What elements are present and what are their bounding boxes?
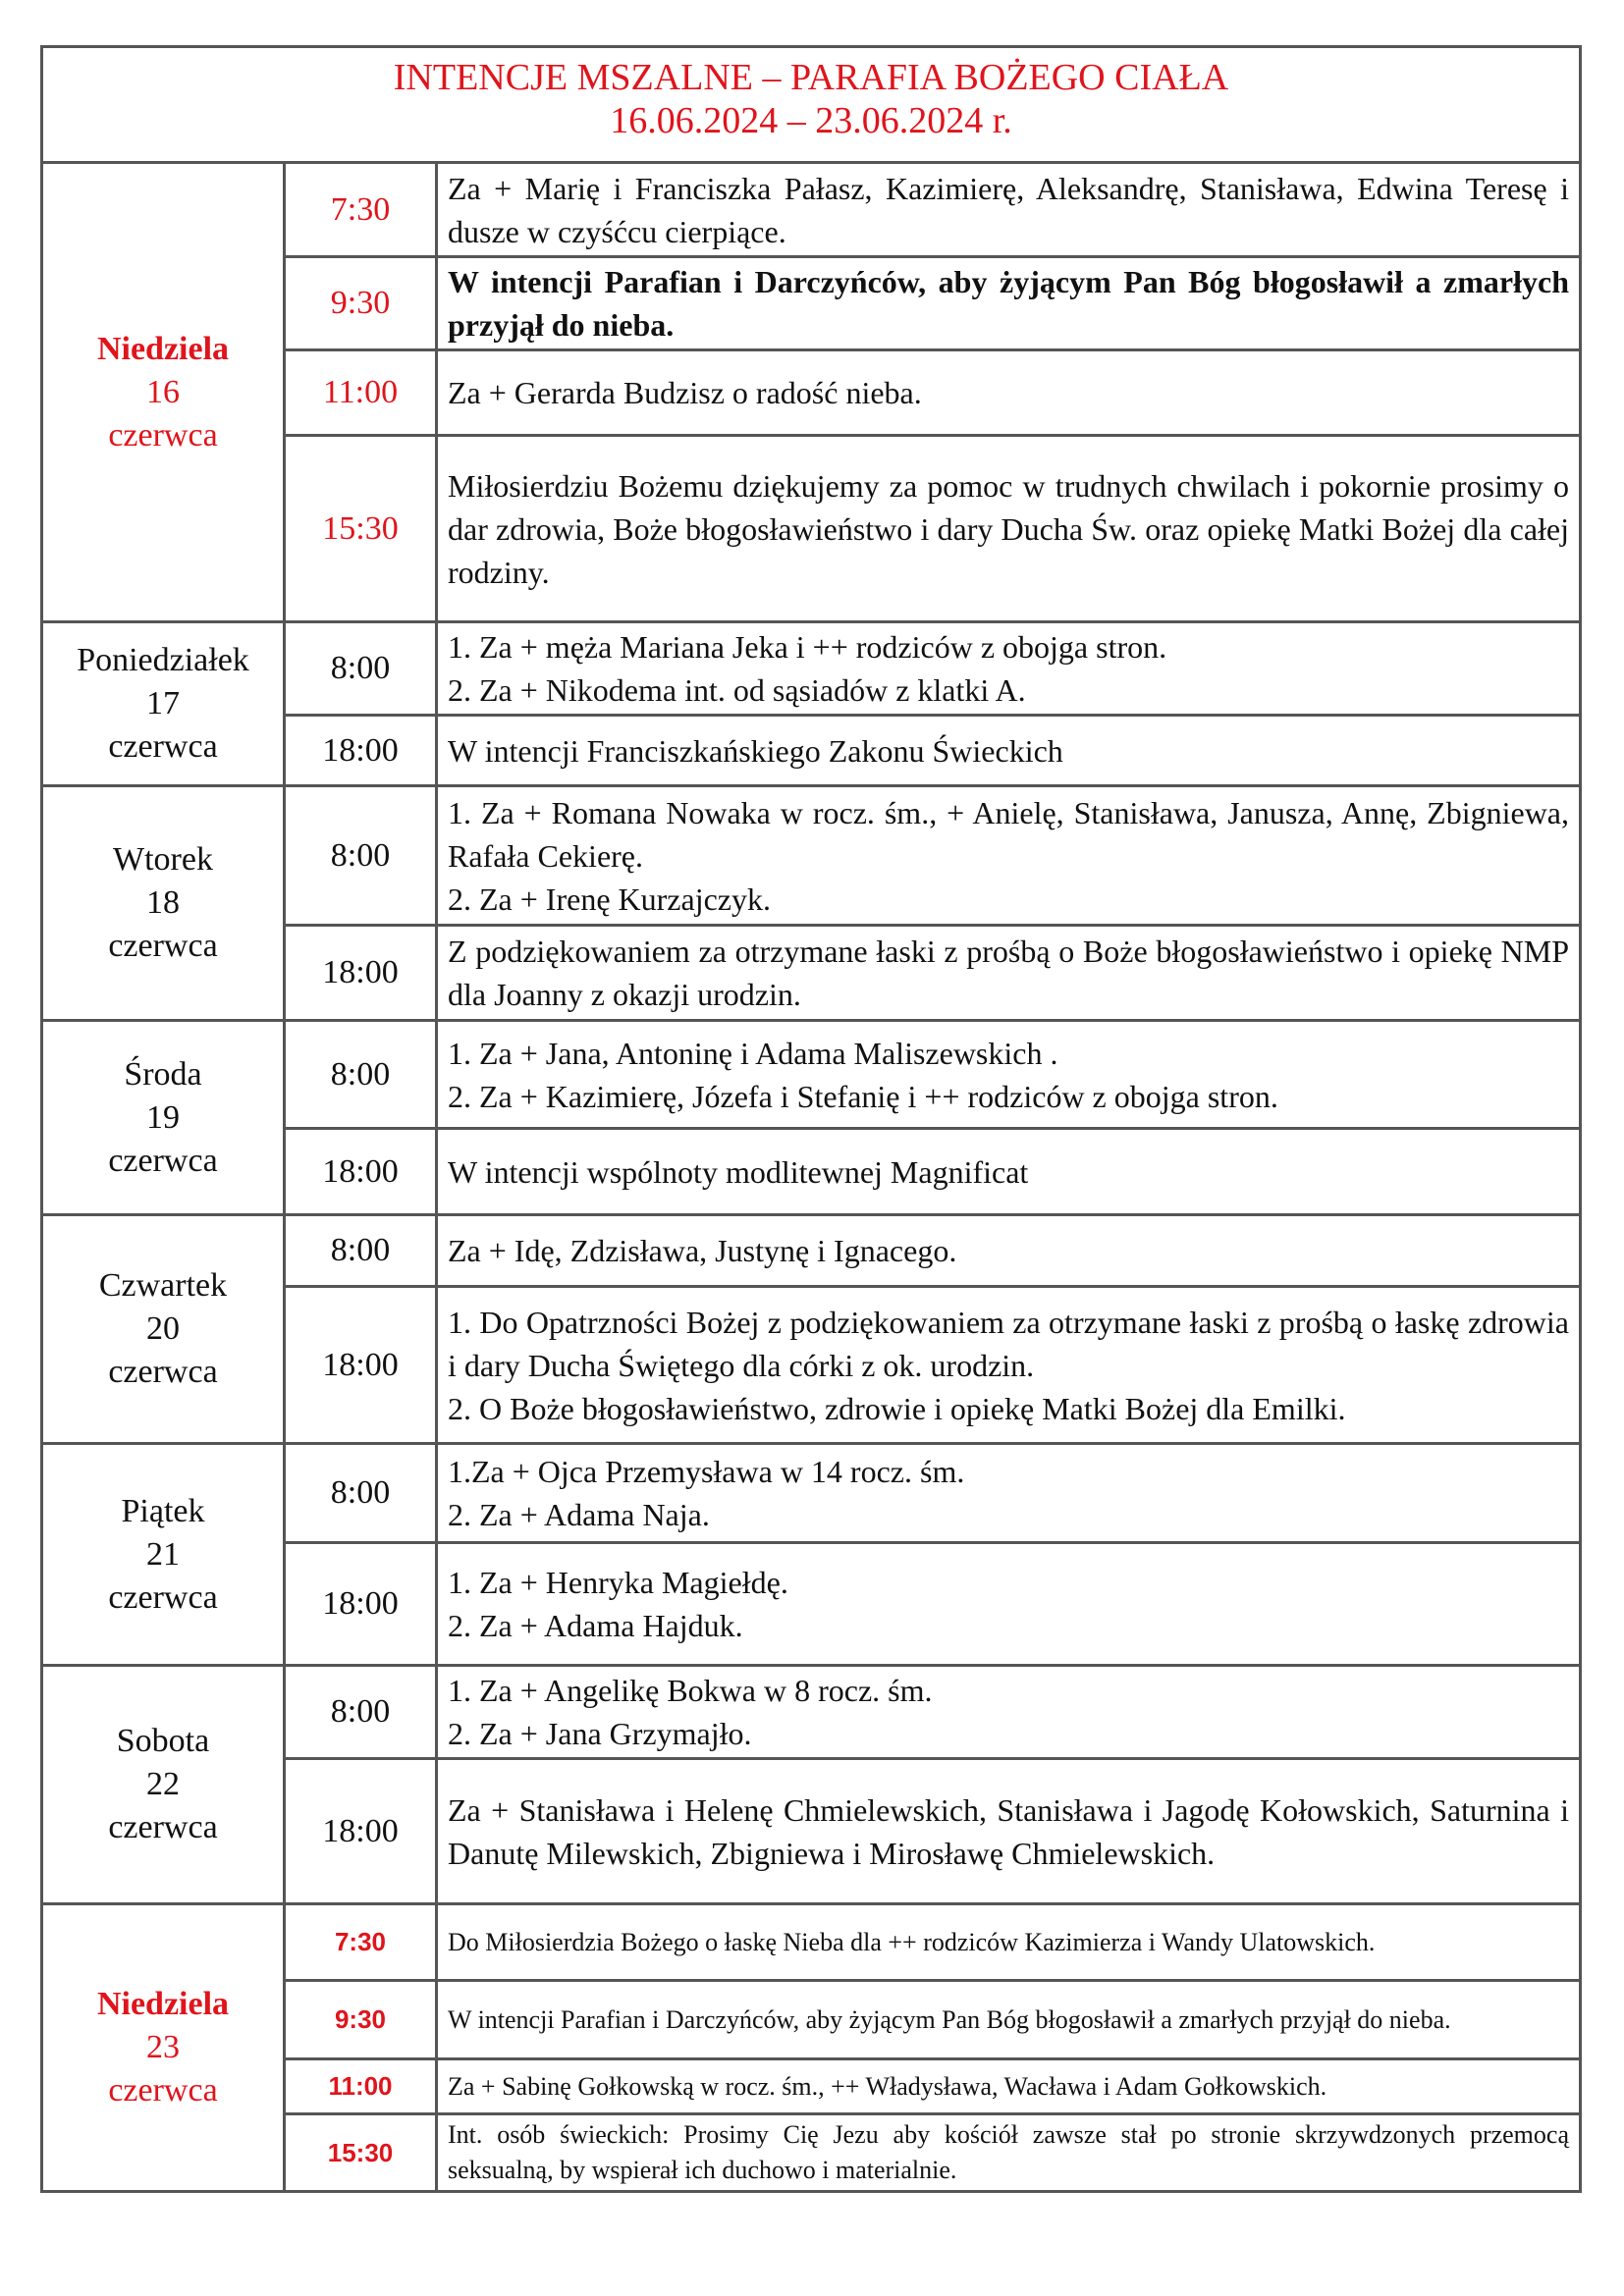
- intention-line: 1. Za + Romana Nowaka w rocz. śm., + Anielę, Stanisława, Janusza, Annę, Zbigniewa, Rafała Cekierę.: [448, 794, 1569, 874]
- mass-intention: [438, 1127, 1579, 1213]
- intention-line: Za + Marię i Franciszka Pałasz, Kazimierę, Aleksandrę, Stanisława, Edwina Teresę i dusze w czyśćcu cierpiące.: [448, 170, 1569, 249]
- intention-line: W intencji Parafian i Darczyńców, aby żyjącym Pan Bóg błogosławił a zmarłych przyjął do nieba.: [448, 264, 1569, 343]
- mass-schedule-table: [43, 164, 1579, 2190]
- mass-intention: [438, 1902, 1579, 1979]
- intention-line: 1. Za + Jana, Antoninę i Adama Maliszewskich .: [448, 1035, 1058, 1071]
- mass-time: 18:00: [286, 1541, 438, 1664]
- mass-row: [43, 1902, 1579, 1979]
- day-cell: [43, 784, 286, 1019]
- day-num: 22: [146, 1766, 180, 1802]
- mass-intention: [438, 1979, 1579, 2057]
- day-cell: [43, 620, 286, 784]
- intention-line: Za + Idę, Zdzisława, Justynę i Ignacego.: [448, 1233, 957, 1268]
- day-month: czerwca: [108, 416, 218, 454]
- mass-time: 11:00: [286, 348, 438, 434]
- intention-line: 2. Za + Kazimierę, Józefa i Stefanię i ++ rodziców z obojga stron.: [448, 1078, 1278, 1114]
- mass-row: [43, 784, 1579, 924]
- day-cell: [43, 1019, 286, 1213]
- mass-intention: [438, 714, 1579, 784]
- mass-intention: [438, 1019, 1579, 1127]
- intention-line: 2. Za + Jana Grzymajło.: [448, 1716, 752, 1751]
- mass-time: 18:00: [286, 1285, 438, 1442]
- day-num: 17: [146, 685, 180, 721]
- intention-line: Miłosierdziu Bożemu dziękujemy za pomoc w trudnych chwilach i pokornie prosimy o dar zdrowia, Boże błogosławieństwo i dary Ducha Św. oraz opiekę Matki Bożej dla całej rodziny.: [448, 467, 1569, 590]
- mass-intention: [438, 784, 1579, 924]
- day-name: Środa: [124, 1055, 202, 1093]
- day-name: Piątek: [121, 1492, 205, 1529]
- mass-time: 18:00: [286, 714, 438, 784]
- day-month: czerwca: [108, 928, 218, 964]
- intention-line: Int. osób świeckich: Prosimy Cię Jezu aby kościół zawsze stał po stronie skrzywdzonych przemocą seksualną, by wspierał ich duchowo i materialnie.: [448, 2120, 1569, 2184]
- mass-time: 15:30: [286, 434, 438, 620]
- mass-intention: [438, 1213, 1579, 1285]
- mass-row: [43, 620, 1579, 714]
- mass-intention: [438, 255, 1579, 348]
- intention-line: 1. Za + Angelikę Bokwa w 8 rocz. śm.: [448, 1673, 933, 1708]
- intention-line: W intencji Parafian i Darczyńców, aby żyjącym Pan Bóg błogosławił a zmarłych przyjął do nieba.: [448, 2004, 1451, 2034]
- mass-time: 8:00: [286, 1019, 438, 1127]
- intention-line: 1. Do Opatrzności Bożej z podziękowaniem za otrzymane łaski z prośbą o łaskę zdrowia i dary Ducha Świętego dla córki z ok. urodzin.: [448, 1304, 1569, 1383]
- day-num: 19: [146, 1098, 180, 1136]
- intention-line: Za + Stanisława i Helenę Chmielewskich, Stanisława i Jagodę Kołowskich, Saturnina i Danutę Milewskich, Zbigniewa i Mirosławę Chmielewskich.: [448, 1791, 1569, 1871]
- intention-line: 1. Za + Henryka Magiełdę.: [448, 1565, 788, 1600]
- mass-time: 18:00: [286, 1127, 438, 1213]
- mass-time: 11:00: [286, 2057, 438, 2112]
- mass-intention: [438, 2112, 1579, 2190]
- mass-time: 15:30: [286, 2112, 438, 2190]
- page-header: [43, 48, 1579, 164]
- mass-intention: [438, 1757, 1579, 1902]
- day-month: czerwca: [108, 1142, 218, 1179]
- mass-time: 8:00: [286, 1664, 438, 1757]
- day-name: Sobota: [116, 1723, 210, 1759]
- intention-line: 2. Za + Adama Naja.: [448, 1497, 710, 1532]
- mass-row: [43, 1442, 1579, 1541]
- intention-line: W intencji wspólnoty modlitewnej Magnificat: [448, 1153, 1029, 1190]
- day-name: Czwartek: [98, 1267, 228, 1304]
- mass-time: 9:30: [286, 255, 438, 348]
- day-month: czerwca: [108, 728, 218, 765]
- day-num: 18: [146, 884, 180, 921]
- mass-time: 8:00: [286, 1213, 438, 1285]
- mass-intention: [438, 1541, 1579, 1664]
- mass-time: 18:00: [286, 1757, 438, 1902]
- intention-line: 2. O Boże błogosławieństwo, zdrowie i opiekę Matki Bożej dla Emilki.: [448, 1390, 1346, 1426]
- day-num: 20: [146, 1310, 180, 1347]
- day-num: 16: [146, 373, 180, 410]
- mass-row: [43, 1664, 1579, 1757]
- mass-row: [43, 164, 1579, 255]
- header-dates: 16.06.2024 – 23.06.2024 r.: [610, 100, 1012, 141]
- intention-line: Z podziękowaniem za otrzymane łaski z prośbą o Boże błogosławieństwo i opiekę NMP dla Joanny z okazji urodzin.: [448, 934, 1569, 1012]
- mass-time: 18:00: [286, 924, 438, 1019]
- day-month: czerwca: [108, 2072, 218, 2109]
- day-month: czerwca: [108, 1578, 218, 1616]
- intentions-sheet: [40, 45, 1582, 2193]
- mass-time: 7:30: [286, 164, 438, 255]
- mass-time: 9:30: [286, 1979, 438, 2057]
- mass-intention: [438, 1285, 1579, 1442]
- mass-intention: [438, 348, 1579, 434]
- intention-line: Za + Sabinę Gołkowską w rocz. śm., ++ Władysława, Wacława i Adam Gołkowskich.: [448, 2071, 1327, 2101]
- day-cell: [43, 1442, 286, 1664]
- intention-line: 1.Za + Ojca Przemysława w 14 rocz. śm.: [448, 1454, 965, 1489]
- mass-time: 7:30: [286, 1902, 438, 1979]
- mass-intention: [438, 1442, 1579, 1541]
- day-cell: [43, 1664, 286, 1902]
- mass-time: 8:00: [286, 1442, 438, 1541]
- intention-line: W intencji Franciszkańskiego Zakonu Świeckich: [448, 732, 1063, 769]
- intention-line: Za + Gerarda Budzisz o radość nieba.: [448, 375, 922, 410]
- day-name: Wtorek: [113, 841, 213, 878]
- header-title: INTENCJE MSZALNE – PARAFIA BOŻEGO CIAŁA: [393, 57, 1229, 98]
- day-name: Niedziela: [96, 330, 230, 367]
- day-month: czerwca: [108, 1354, 218, 1390]
- mass-intention: [438, 1664, 1579, 1757]
- mass-intention: [438, 434, 1579, 620]
- mass-time: 8:00: [286, 784, 438, 924]
- intention-line: 2. Za + Irenę Kurzajczyk.: [448, 881, 771, 917]
- day-month: czerwca: [108, 1809, 218, 1845]
- intention-line: Do Miłosierdzia Bożego o łaskę Nieba dla ++ rodziców Kazimierza i Wandy Ulatowskich.: [448, 1927, 1376, 1956]
- day-name: Niedziela: [96, 1986, 230, 2022]
- day-cell: [43, 1213, 286, 1442]
- intention-line: 2. Za + Nikodema int. od sąsiadów z klatki A.: [448, 672, 1026, 708]
- mass-row: [43, 1019, 1579, 1127]
- mass-intention: [438, 2057, 1579, 2112]
- day-cell: [43, 164, 286, 620]
- mass-intention: [438, 620, 1579, 714]
- mass-intention: [438, 164, 1579, 255]
- day-cell: [43, 1902, 286, 2190]
- mass-intention: [438, 924, 1579, 1019]
- intention-line: 1. Za + męża Mariana Jeka i ++ rodziców z obojga stron.: [448, 629, 1167, 665]
- intention-line: 2. Za + Adama Hajduk.: [448, 1608, 743, 1643]
- mass-row: [43, 1213, 1579, 1285]
- day-num: 23: [146, 2029, 180, 2065]
- mass-time: 8:00: [286, 620, 438, 714]
- day-name: Poniedziałek: [77, 642, 249, 678]
- day-num: 21: [146, 1535, 180, 1573]
